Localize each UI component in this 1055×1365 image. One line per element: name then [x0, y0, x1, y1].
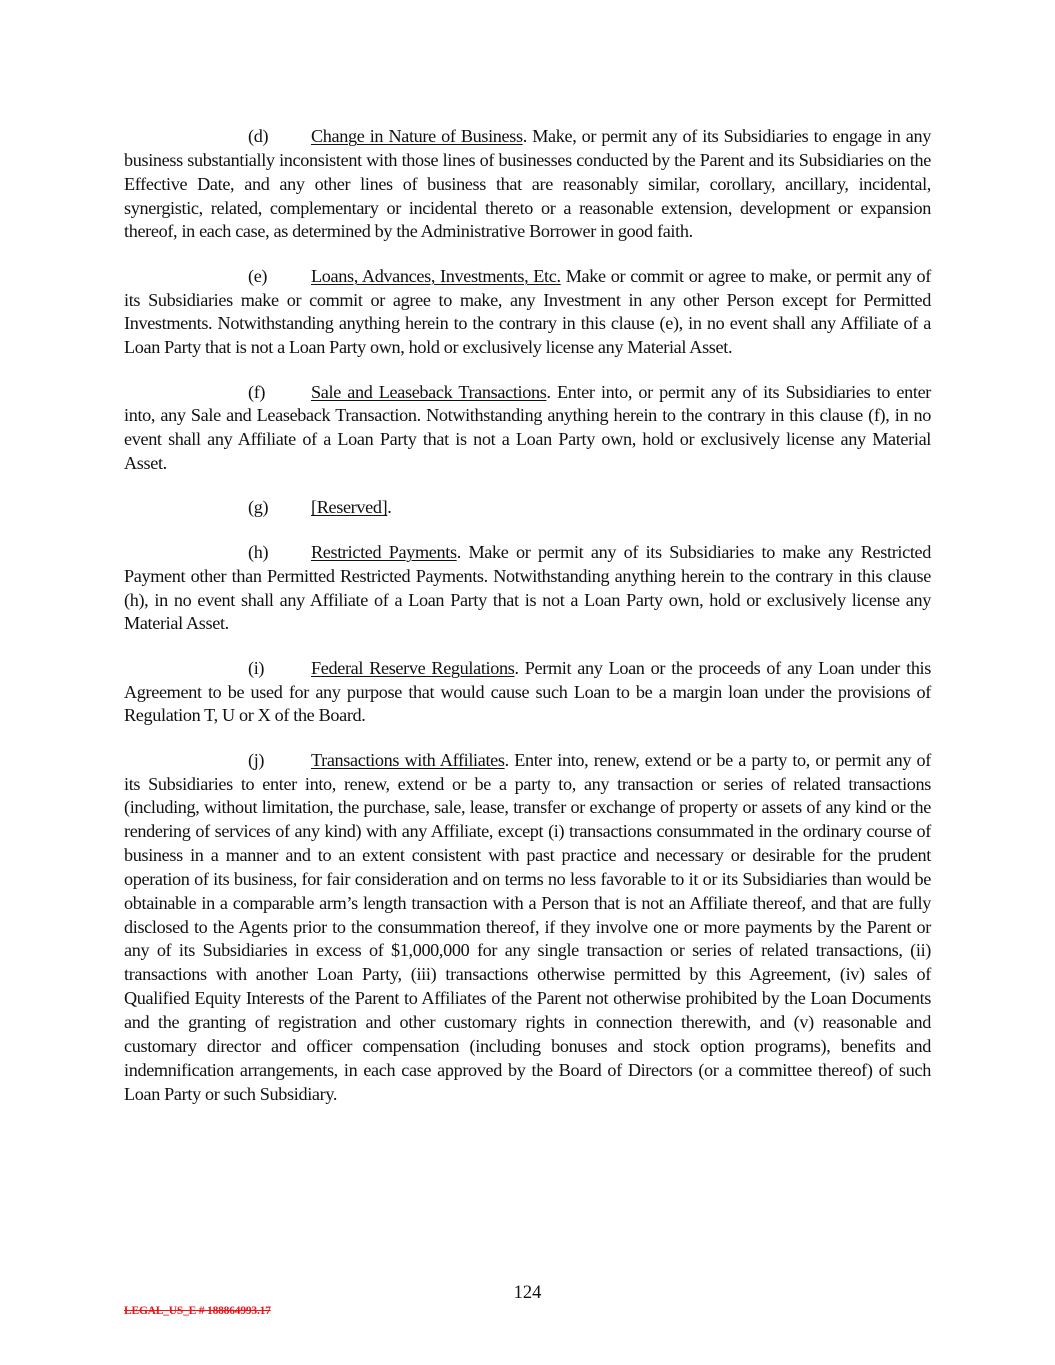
document-id-footer: LEGAL_US_E # 188864993.17	[124, 1305, 271, 1317]
section-heading: Restricted Payments	[311, 541, 457, 562]
section-label: (g)	[248, 497, 269, 518]
section-heading: Loans, Advances, Investments, Etc.	[311, 265, 561, 286]
section-label: (j)	[248, 749, 265, 770]
section-label: (h)	[248, 541, 269, 562]
heading-suffix: .	[514, 657, 519, 678]
section-heading: [Reserved]	[311, 497, 388, 518]
section-g-reserved	[124, 496, 931, 520]
section-heading: Transactions with Affiliates	[311, 749, 505, 770]
heading-suffix: .	[504, 749, 509, 770]
document-body	[124, 125, 931, 1127]
page-number: 124	[513, 1283, 542, 1303]
section-heading: Federal Reserve Regulations	[311, 657, 515, 678]
section-body: Enter into, renew, extend or be a party to, or permit any of its Subsidiaries to enter into, renew, extend or be a party to, any transaction or series of related transactions (including, without limitation, the purchase, sale, lease, transfer or exchange of property or assets of any kind or the rendering of services of any kind) with any Affiliate, except (i) transactions consummated in the ordinary course of business in a manner and to an extent consistent with past practice and necessary or desirable for the prudent operation of its business, for fair consideration and on terms no less favorable to it or its Subsidiaries than would be obtainable in a comparable arm’s length transaction with a Person that is not an Affiliate thereof, and that are fully disclosed to the Agents prior to the consummation thereof, if they involve one or more payments by the Parent or any of its Subsidiaries in excess of $1,000,000 for any single transaction or series of related transactions, (ii) transactions with another Loan Party, (iii) transactions otherwise permitted by this Agreement, (iv) sales of Qualified Equity Interests of the Parent to Affiliates of the Parent not otherwise prohibited by the Loan Documents and the granting of registration and other customary rights in connection therewith, and (v) reasonable and customary director and officer compensation (including bonuses and stock option programs), benefits and indemnification arrangements, in each case approved by the Board of Directors (or a committee thereof) of such Loan Party or such Subsidiary.	[124, 749, 932, 1104]
section-label: (f)	[248, 381, 266, 402]
section-body: Make, or permit any of its Subsidiaries to engage in any business substantially inconsistent with those lines of businesses conducted by the Parent and its Subsidiaries on the Effective Date, and any other lines of business that are reasonably similar, corollary, ancillary, incidental, synergistic, related, complementary or incidental thereto or a reasonable extension, development or expansion thereof, in each case, as determined by the Administrative Borrower in good faith.	[124, 126, 931, 242]
heading-suffix: .	[522, 126, 527, 146]
section-d-change-in-nature-of-business	[124, 125, 931, 244]
heading-suffix: .	[456, 541, 461, 562]
section-label: (i)	[248, 657, 265, 678]
heading-suffix: .	[387, 497, 392, 518]
section-label: (e)	[248, 265, 268, 286]
section-body: Permit any Loan or the proceeds of any Loan under this Agreement to be used for any purpose that would cause such Loan to be a margin loan under the provisions of Regulation T, U or X of the Board.	[124, 657, 931, 726]
section-h-restricted-payments	[124, 541, 931, 636]
section-j-transactions-with-affiliates	[124, 749, 931, 1107]
section-f-sale-and-leaseback	[124, 381, 931, 476]
section-heading: Change in Nature of Business	[311, 126, 523, 146]
section-i-federal-reserve-regulations	[124, 657, 931, 729]
heading-suffix: .	[546, 381, 551, 402]
section-body: Enter into, or permit any of its Subsidiaries to enter into, any Sale and Leaseback Transaction. Notwithstanding anything herein to the contrary in this clause (f), in no event shall any Affiliate of a Loan Party that is not a Loan Party own, hold or exclusively license any Material Asset.	[124, 381, 932, 474]
section-e-loans-advances-investments	[124, 265, 931, 360]
section-body: Make or permit any of its Subsidiaries to make any Restricted Payment other than Permitted Restricted Payments. Notwithstanding anything herein to the contrary in this clause (h), in no event shall any Affiliate of a Loan Party that is not a Loan Party own, hold or exclusively license any Material Asset.	[124, 541, 932, 634]
section-body: Make or commit or agree to make, or permit any of its Subsidiaries make or commit or agree to make, any Investment in any other Person except for Permitted Investments. Notwithstanding anything herein to the contrary in this clause (e), in no event shall any Affiliate of a Loan Party that is not a Loan Party own, hold or exclusively license any Material Asset.	[124, 265, 931, 358]
section-label: (d)	[248, 126, 269, 146]
section-heading: Sale and Leaseback Transactions	[311, 381, 547, 402]
